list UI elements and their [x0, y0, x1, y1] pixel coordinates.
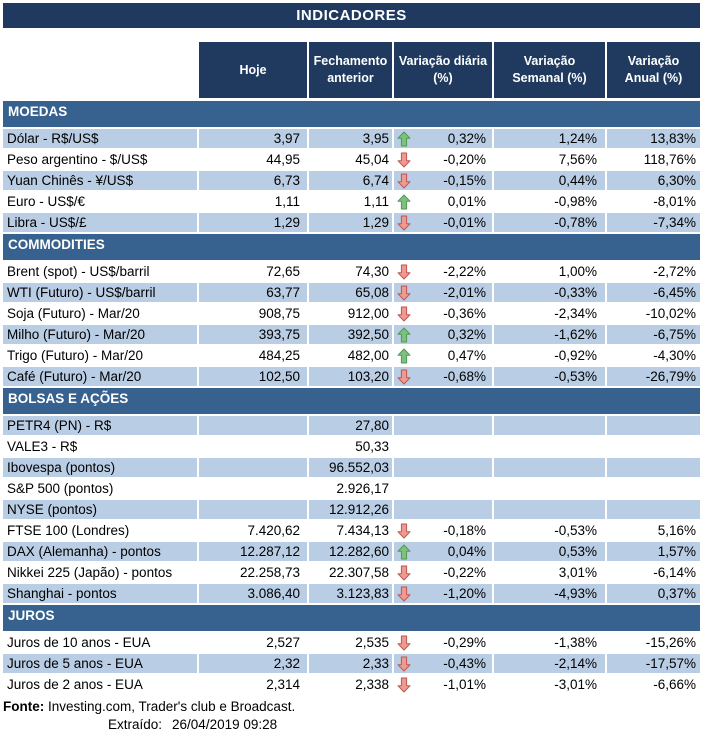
variacao-anual-value: -6,75%	[605, 325, 700, 346]
fechamento-value: 2,338	[307, 675, 392, 696]
variacao-diaria-text: -0,29%	[443, 635, 486, 650]
footer	[3, 698, 700, 734]
down-arrow-icon	[396, 368, 412, 385]
fechamento-value: 45,04	[307, 150, 392, 171]
row-label: VALE3 - R$	[3, 437, 197, 458]
variacao-semanal-value: 1,00%	[492, 262, 605, 283]
column-header-variacao-semanal: Variação Semanal (%)	[492, 42, 605, 98]
down-arrow-icon	[396, 676, 412, 693]
variacao-semanal-value: 3,01%	[492, 563, 605, 584]
hoje-value: 44,95	[197, 150, 307, 171]
table-row	[3, 367, 700, 388]
fechamento-value: 2.926,17	[307, 479, 392, 500]
variacao-anual-value: 1,57%	[605, 542, 700, 563]
variacao-diaria-text: 0,01%	[447, 194, 486, 209]
table-row	[3, 479, 700, 500]
row-label: PETR4 (PN) - R$	[3, 416, 197, 437]
footer-source-label: Fonte:	[3, 699, 45, 714]
variacao-diaria-value	[392, 654, 492, 675]
variacao-diaria-value	[392, 150, 492, 171]
variacao-semanal-value: -1,62%	[492, 325, 605, 346]
hoje-value: 3,97	[197, 129, 307, 150]
variacao-semanal-value: 1,24%	[492, 129, 605, 150]
down-arrow-icon	[396, 585, 412, 602]
variacao-diaria-text: -0,22%	[443, 565, 486, 580]
down-arrow-icon	[396, 263, 412, 280]
up-arrow-icon	[396, 543, 412, 560]
down-arrow-icon	[396, 564, 412, 581]
page-title: INDICADORES	[3, 3, 700, 28]
variacao-diaria-value	[392, 584, 492, 605]
variacao-diaria-text: 0,32%	[447, 131, 486, 146]
variacao-semanal-value: -0,53%	[492, 367, 605, 388]
fechamento-value: 22.307,58	[307, 563, 392, 584]
variacao-semanal-value: -0,98%	[492, 192, 605, 213]
variacao-anual-value: -6,66%	[605, 675, 700, 696]
row-label: Juros de 10 anos - EUA	[3, 633, 197, 654]
up-arrow-icon	[396, 347, 412, 364]
row-label: WTI (Futuro) - US$/barril	[3, 283, 197, 304]
fechamento-value: 27,80	[307, 416, 392, 437]
table-row	[3, 542, 700, 563]
variacao-diaria-text: -0,01%	[443, 215, 486, 230]
up-arrow-icon	[396, 326, 412, 343]
hoje-value	[197, 416, 307, 437]
hoje-value	[197, 458, 307, 479]
up-arrow-icon	[396, 130, 412, 147]
variacao-anual-value: -8,01%	[605, 192, 700, 213]
row-label: Libra - US$/£	[3, 213, 197, 234]
down-arrow-icon	[396, 522, 412, 539]
variacao-diaria-text: 0,04%	[447, 544, 486, 559]
variacao-diaria-text: -2,01%	[443, 285, 486, 300]
footer-extraction	[3, 716, 700, 734]
variacao-anual-value: 0,37%	[605, 584, 700, 605]
column-header-variacao-anual: Variação Anual (%)	[605, 42, 700, 98]
variacao-semanal-value: -1,38%	[492, 633, 605, 654]
variacao-diaria-value	[392, 633, 492, 654]
variacao-anual-value: 13,83%	[605, 129, 700, 150]
row-label: Juros de 2 anos - EUA	[3, 675, 197, 696]
down-arrow-icon	[396, 655, 412, 672]
down-arrow-icon	[396, 172, 412, 189]
hoje-value: 7.420,62	[197, 521, 307, 542]
variacao-diaria-text: -0,36%	[443, 306, 486, 321]
hoje-value: 6,73	[197, 171, 307, 192]
variacao-anual-value	[605, 416, 700, 437]
column-header-variacao-diaria: Variação diária (%)	[392, 42, 492, 98]
variacao-semanal-value: 0,44%	[492, 171, 605, 192]
fechamento-value: 392,50	[307, 325, 392, 346]
variacao-diaria-text: -0,20%	[443, 152, 486, 167]
hoje-value: 2,32	[197, 654, 307, 675]
up-arrow-icon	[396, 193, 412, 210]
variacao-anual-value: 5,16%	[605, 521, 700, 542]
fechamento-value: 1,29	[307, 213, 392, 234]
row-label: Shanghai - pontos	[3, 584, 197, 605]
row-label: S&P 500 (pontos)	[3, 479, 197, 500]
variacao-diaria-value	[392, 346, 492, 367]
fechamento-value: 65,08	[307, 283, 392, 304]
fechamento-value: 1,11	[307, 192, 392, 213]
variacao-semanal-value: 0,53%	[492, 542, 605, 563]
variacao-diaria-value	[392, 437, 492, 458]
table-row	[3, 283, 700, 304]
hoje-value	[197, 500, 307, 521]
variacao-anual-value: -6,14%	[605, 563, 700, 584]
variacao-semanal-value: -0,53%	[492, 521, 605, 542]
variacao-anual-value: 6,30%	[605, 171, 700, 192]
hoje-value: 484,25	[197, 346, 307, 367]
variacao-diaria-value	[392, 542, 492, 563]
variacao-semanal-value: -4,93%	[492, 584, 605, 605]
down-arrow-icon	[396, 634, 412, 651]
variacao-semanal-value: -0,33%	[492, 283, 605, 304]
footer-source-text: Investing.com, Trader's club e Broadcast.	[44, 699, 296, 714]
section-header-bolsas-e-ac-o-es: BOLSAS E AÇÕES	[3, 388, 700, 416]
variacao-semanal-value	[492, 479, 605, 500]
row-label: Milho (Futuro) - Mar/20	[3, 325, 197, 346]
variacao-diaria-text: -1,01%	[443, 677, 486, 692]
fechamento-value: 2,535	[307, 633, 392, 654]
table-row	[3, 521, 700, 542]
variacao-diaria-value	[392, 192, 492, 213]
hoje-value: 63,77	[197, 283, 307, 304]
variacao-semanal-value	[492, 416, 605, 437]
table-row	[3, 563, 700, 584]
hoje-value: 72,65	[197, 262, 307, 283]
table-row	[3, 150, 700, 171]
variacao-semanal-value: -3,01%	[492, 675, 605, 696]
variacao-diaria-value	[392, 367, 492, 388]
variacao-diaria-value	[392, 304, 492, 325]
variacao-semanal-value: -2,14%	[492, 654, 605, 675]
variacao-diaria-text: 0,32%	[447, 327, 486, 342]
hoje-value: 2,314	[197, 675, 307, 696]
row-label: Nikkei 225 (Japão) - pontos	[3, 563, 197, 584]
section-header-moedas: MOEDAS	[3, 101, 700, 129]
variacao-anual-value: -15,26%	[605, 633, 700, 654]
variacao-diaria-value	[392, 479, 492, 500]
hoje-value: 22.258,73	[197, 563, 307, 584]
section-header-juros: JUROS	[3, 605, 700, 633]
variacao-diaria-value	[392, 129, 492, 150]
fechamento-value: 74,30	[307, 262, 392, 283]
footer-extraction-label: Extraído:	[108, 717, 163, 732]
variacao-semanal-value	[492, 458, 605, 479]
row-label: FTSE 100 (Londres)	[3, 521, 197, 542]
variacao-diaria-text: -0,68%	[443, 369, 486, 384]
column-header-hoje: Hoje	[197, 42, 307, 98]
hoje-value	[197, 479, 307, 500]
row-label: Euro - US$/€	[3, 192, 197, 213]
fechamento-value: 96.552,03	[307, 458, 392, 479]
table-row	[3, 304, 700, 325]
variacao-anual-value: -17,57%	[605, 654, 700, 675]
variacao-diaria-text: 0,47%	[447, 348, 486, 363]
table-row	[3, 129, 700, 150]
row-label: Trigo (Futuro) - Mar/20	[3, 346, 197, 367]
table-row	[3, 437, 700, 458]
variacao-anual-value	[605, 437, 700, 458]
fechamento-value: 103,20	[307, 367, 392, 388]
row-label: Brent (spot) - US$/barril	[3, 262, 197, 283]
variacao-anual-value	[605, 500, 700, 521]
fechamento-value: 912,00	[307, 304, 392, 325]
down-arrow-icon	[396, 214, 412, 231]
variacao-diaria-value	[392, 458, 492, 479]
variacao-diaria-value	[392, 171, 492, 192]
fechamento-value: 7.434,13	[307, 521, 392, 542]
footer-extraction-date: 26/04/2019 09:28	[172, 717, 278, 732]
hoje-value: 12.287,12	[197, 542, 307, 563]
table-row	[3, 346, 700, 367]
variacao-diaria-value	[392, 262, 492, 283]
fechamento-value: 50,33	[307, 437, 392, 458]
variacao-anual-value: -10,02%	[605, 304, 700, 325]
row-label: Juros de 5 anos - EUA	[3, 654, 197, 675]
table-row	[3, 654, 700, 675]
table-row	[3, 675, 700, 696]
variacao-diaria-value	[392, 675, 492, 696]
variacao-diaria-value	[392, 521, 492, 542]
fechamento-value: 12.282,60	[307, 542, 392, 563]
row-label: NYSE (pontos)	[3, 500, 197, 521]
row-label: Soja (Futuro) - Mar/20	[3, 304, 197, 325]
indicator-table	[3, 101, 700, 696]
variacao-anual-value: -7,34%	[605, 213, 700, 234]
variacao-semanal-value: -0,78%	[492, 213, 605, 234]
table-row	[3, 213, 700, 234]
variacao-diaria-text: -0,15%	[443, 173, 486, 188]
row-label: Peso argentino - $/US$	[3, 150, 197, 171]
variacao-anual-value: -6,45%	[605, 283, 700, 304]
row-label: Dólar - R$/US$	[3, 129, 197, 150]
variacao-diaria-text: -0,43%	[443, 656, 486, 671]
table-row	[3, 500, 700, 521]
column-headers	[3, 42, 700, 98]
section-header-commodities: COMMODITIES	[3, 234, 700, 262]
row-label: Ibovespa (pontos)	[3, 458, 197, 479]
variacao-diaria-value	[392, 283, 492, 304]
down-arrow-icon	[396, 284, 412, 301]
hoje-value: 908,75	[197, 304, 307, 325]
hoje-value	[197, 437, 307, 458]
table-row	[3, 192, 700, 213]
hoje-value: 393,75	[197, 325, 307, 346]
variacao-diaria-value	[392, 500, 492, 521]
variacao-diaria-value	[392, 325, 492, 346]
hoje-value: 2,527	[197, 633, 307, 654]
variacao-anual-value: -26,79%	[605, 367, 700, 388]
variacao-anual-value: 118,76%	[605, 150, 700, 171]
table-row	[3, 325, 700, 346]
footer-source	[3, 698, 700, 716]
row-label: Yuan Chinês - ¥/US$	[3, 171, 197, 192]
table-row	[3, 262, 700, 283]
hoje-value: 102,50	[197, 367, 307, 388]
table-row	[3, 633, 700, 654]
variacao-anual-value	[605, 479, 700, 500]
header-spacer	[3, 42, 197, 98]
fechamento-value: 2,33	[307, 654, 392, 675]
fechamento-value: 3,95	[307, 129, 392, 150]
row-label: DAX (Alemanha) - pontos	[3, 542, 197, 563]
fechamento-value: 482,00	[307, 346, 392, 367]
fechamento-value: 12.912,26	[307, 500, 392, 521]
table-row	[3, 458, 700, 479]
table-row	[3, 584, 700, 605]
variacao-diaria-value	[392, 213, 492, 234]
variacao-diaria-text: -0,18%	[443, 523, 486, 538]
variacao-semanal-value: -2,34%	[492, 304, 605, 325]
fechamento-value: 6,74	[307, 171, 392, 192]
variacao-diaria-value	[392, 563, 492, 584]
variacao-semanal-value	[492, 500, 605, 521]
row-label: Café (Futuro) - Mar/20	[3, 367, 197, 388]
hoje-value: 1,11	[197, 192, 307, 213]
column-header-fechamento: Fechamento anterior	[307, 42, 392, 98]
variacao-diaria-value	[392, 416, 492, 437]
variacao-semanal-value	[492, 437, 605, 458]
down-arrow-icon	[396, 305, 412, 322]
variacao-anual-value: -2,72%	[605, 262, 700, 283]
hoje-value: 1,29	[197, 213, 307, 234]
hoje-value: 3.086,40	[197, 584, 307, 605]
variacao-diaria-text: -2,22%	[443, 264, 486, 279]
table-row	[3, 171, 700, 192]
variacao-diaria-text: -1,20%	[443, 586, 486, 601]
fechamento-value: 3.123,83	[307, 584, 392, 605]
variacao-anual-value	[605, 458, 700, 479]
down-arrow-icon	[396, 151, 412, 168]
variacao-semanal-value: 7,56%	[492, 150, 605, 171]
variacao-semanal-value: -0,92%	[492, 346, 605, 367]
variacao-anual-value: -4,30%	[605, 346, 700, 367]
table-row	[3, 416, 700, 437]
